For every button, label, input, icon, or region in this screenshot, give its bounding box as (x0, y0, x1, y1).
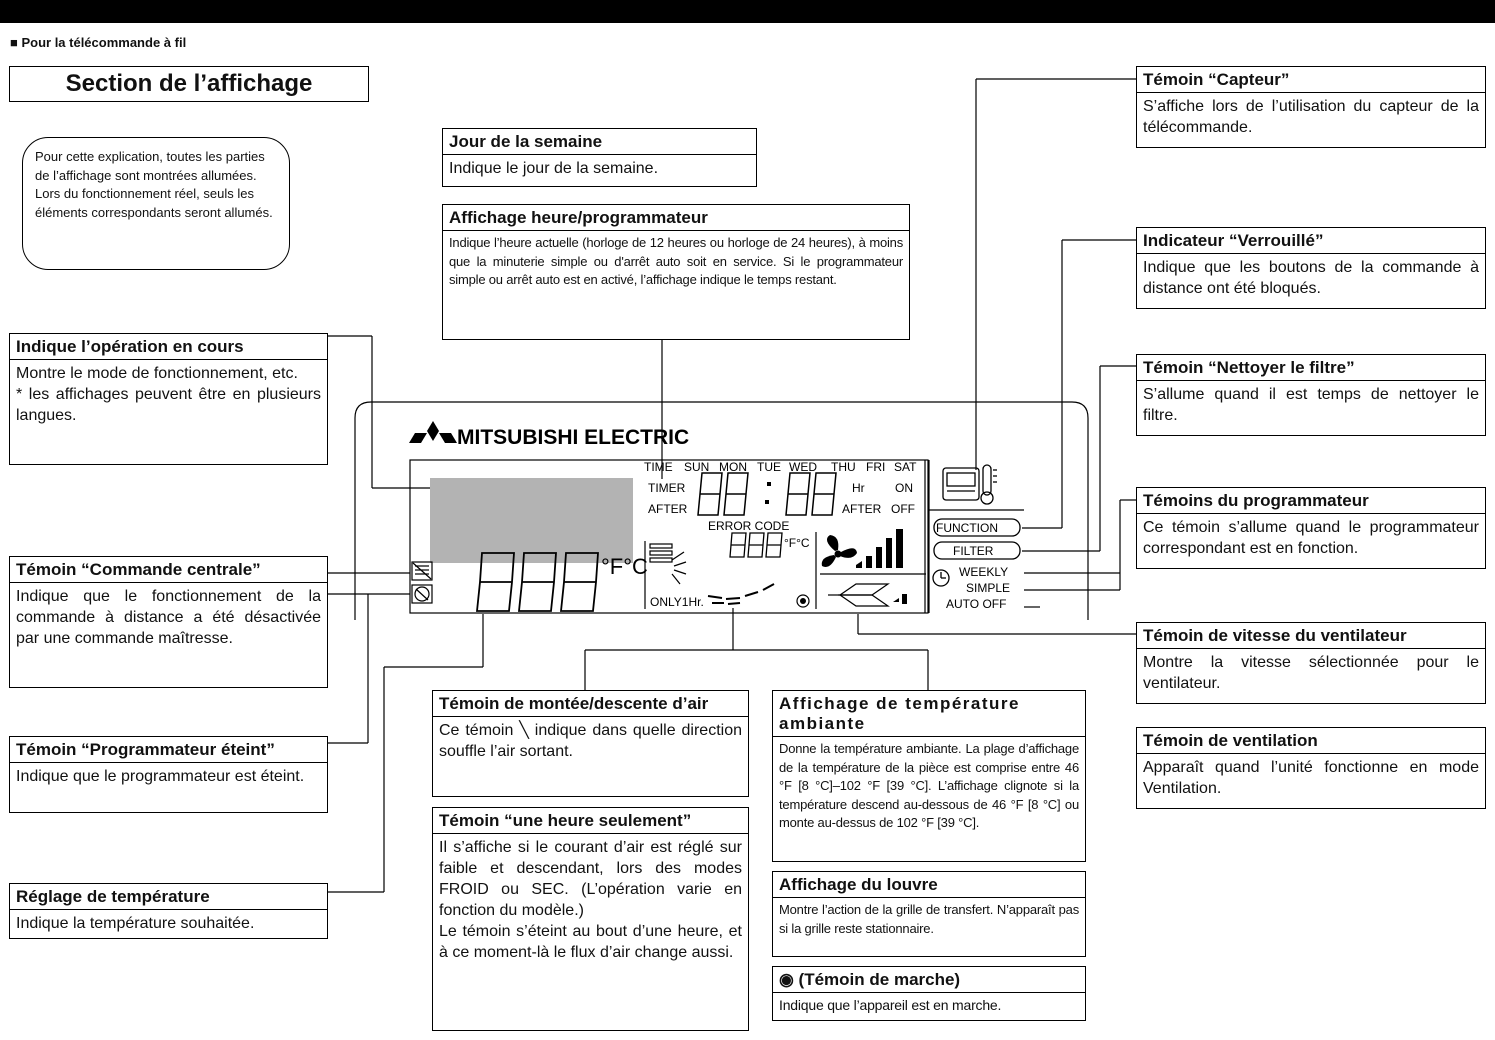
brand-text: MITSUBISHI ELECTRIC (457, 426, 690, 449)
svg-text:SIMPLE: SIMPLE (966, 581, 1011, 595)
svg-text:WED: WED (789, 460, 817, 474)
svg-text:ON: ON (895, 481, 913, 495)
svg-text:SAT: SAT (894, 460, 917, 474)
callout-louver: Affichage du louvre Montre l’action de la grille de transfert. N’apparaît pas si la grille reste stationnaire. (772, 871, 1086, 957)
svg-text:FILTER: FILTER (953, 544, 994, 558)
svg-text:AUTO OFF: AUTO OFF (946, 597, 1007, 611)
callout-central-control: Témoin “Commande centrale” Indique que le fonctionnement de la commande à distance a été désactivée par une commande maîtresse. (9, 556, 328, 688)
svg-text:AFTER: AFTER (648, 502, 688, 516)
svg-text:MON: MON (719, 460, 747, 474)
vane-icon (650, 544, 686, 584)
callout-one-hour: Témoin “une heure seulement” Il s’affiche si le courant d’air est réglé sur faible et descendant, lors des modes FROID ou SEC. (L’opération varie en fonction du modèle.) Le témoin s’éteint au bout d’une heure, et à ce moment-là le flux d’air change aussi. (432, 807, 749, 1031)
callout-fan-speed: Témoin de vitesse du ventilateur Montre la vitesse sélectionnée pour le ventilateur. (1136, 622, 1486, 704)
callout-ventilation: Témoin de ventilation Apparaît quand l’unité fonctionne en mode Ventilation. (1136, 727, 1486, 809)
fan-speed-bars-icon (856, 529, 903, 568)
callout-run-indicator: ◉ (Témoin de marche) Indique que l’appareil est en marche. (772, 966, 1086, 1021)
callout-operation: Indique l’opération en cours Montre le mode de fonctionnement, etc. * les affichages peuvent être en plusieurs langues. (9, 333, 328, 465)
explanation-note: Pour cette explication, toutes les parties de l’affichage sont montrées allumées. Lors du fonctionnement réel, seuls les éléments correspondants seront allumés. (22, 137, 290, 270)
callout-timers: Témoins du programmateur Ce témoin s’allume quand le programmateur correspondant est en fonction. (1136, 487, 1486, 569)
ventilation-icon (828, 584, 888, 606)
page-header: ■ Pour la télécommande à fil (10, 35, 187, 50)
louver-swing-icon (708, 584, 774, 604)
clock-digits-icon (698, 473, 836, 515)
svg-text:ERROR CODE: ERROR CODE (708, 519, 790, 533)
svg-text:FRI: FRI (866, 460, 886, 474)
fan-icon (822, 535, 857, 567)
svg-text:SUN: SUN (684, 460, 710, 474)
svg-text:OFF: OFF (891, 502, 915, 516)
svg-text:THU: THU (831, 460, 856, 474)
callout-clock-timer: Affichage heure/programmateur Indique l’heure actuelle (horloge de 12 heures ou horloge de 24 heures), à moins que la minuterie simple ou d'arrêt auto soit en service. Si le programmateur simple ou arrêt auto est en activé, l’affichage indique le temps restant. (442, 204, 910, 340)
callout-temperature-setting: Réglage de température Indique la température souhaitée. (9, 883, 328, 939)
svg-text:WEEKLY: WEEKLY (959, 565, 1009, 579)
svg-text:Hr: Hr (852, 481, 865, 495)
mitsubishi-logo-icon (409, 421, 457, 443)
clock-icon (933, 570, 949, 586)
set-temperature-unit: °F°C (601, 554, 648, 579)
central-control-icon (412, 562, 432, 580)
svg-text:TIMER: TIMER (648, 481, 686, 495)
sensor-icon (943, 465, 997, 504)
svg-text:TIME: TIME (644, 460, 673, 474)
callout-locked: Indicateur “Verrouillé” Indique que les boutons de la commande à distance ont été bloqués. (1136, 227, 1486, 309)
timer-off-icon (412, 585, 432, 603)
svg-text:TUE: TUE (757, 460, 781, 474)
svg-text:ONLY1Hr.: ONLY1Hr. (650, 595, 704, 609)
room-temperature-digits-icon (730, 533, 782, 557)
callout-room-temperature: Affichage de température ambiante Donne la température ambiante. La plage d’affichage de la température de la pièce est comprise entre 46 °F [8 °C]–102 °F [39 °C]. L’affichage clignote si la température descend au-dessous de 46 °F [8 °C] ou monte au-dessus de 102 °F [39 °C]. (772, 690, 1086, 862)
svg-text:AFTER: AFTER (842, 502, 882, 516)
callout-day-of-week: Jour de la semaine Indique le jour de la semaine. (442, 128, 757, 187)
svg-text:FUNCTION: FUNCTION (936, 521, 998, 535)
callout-timer-off: Témoin “Programmateur éteint” Indique que le programmateur est éteint. (9, 736, 328, 813)
callout-filter: Témoin “Nettoyer le filtre” S’allume quand il est temps de nettoyer le filtre. (1136, 354, 1486, 436)
callout-sensor: Témoin “Capteur” S’affiche lors de l’utilisation du capteur de la télécommande. (1136, 66, 1486, 148)
section-title: Section de l’affichage (9, 66, 369, 102)
svg-text:°F°C: °F°C (784, 536, 810, 550)
callout-vane: Témoin de montée/descente d’air Ce témoin ╲ indique dans quelle direction souffle l’air sortant. (432, 690, 749, 797)
